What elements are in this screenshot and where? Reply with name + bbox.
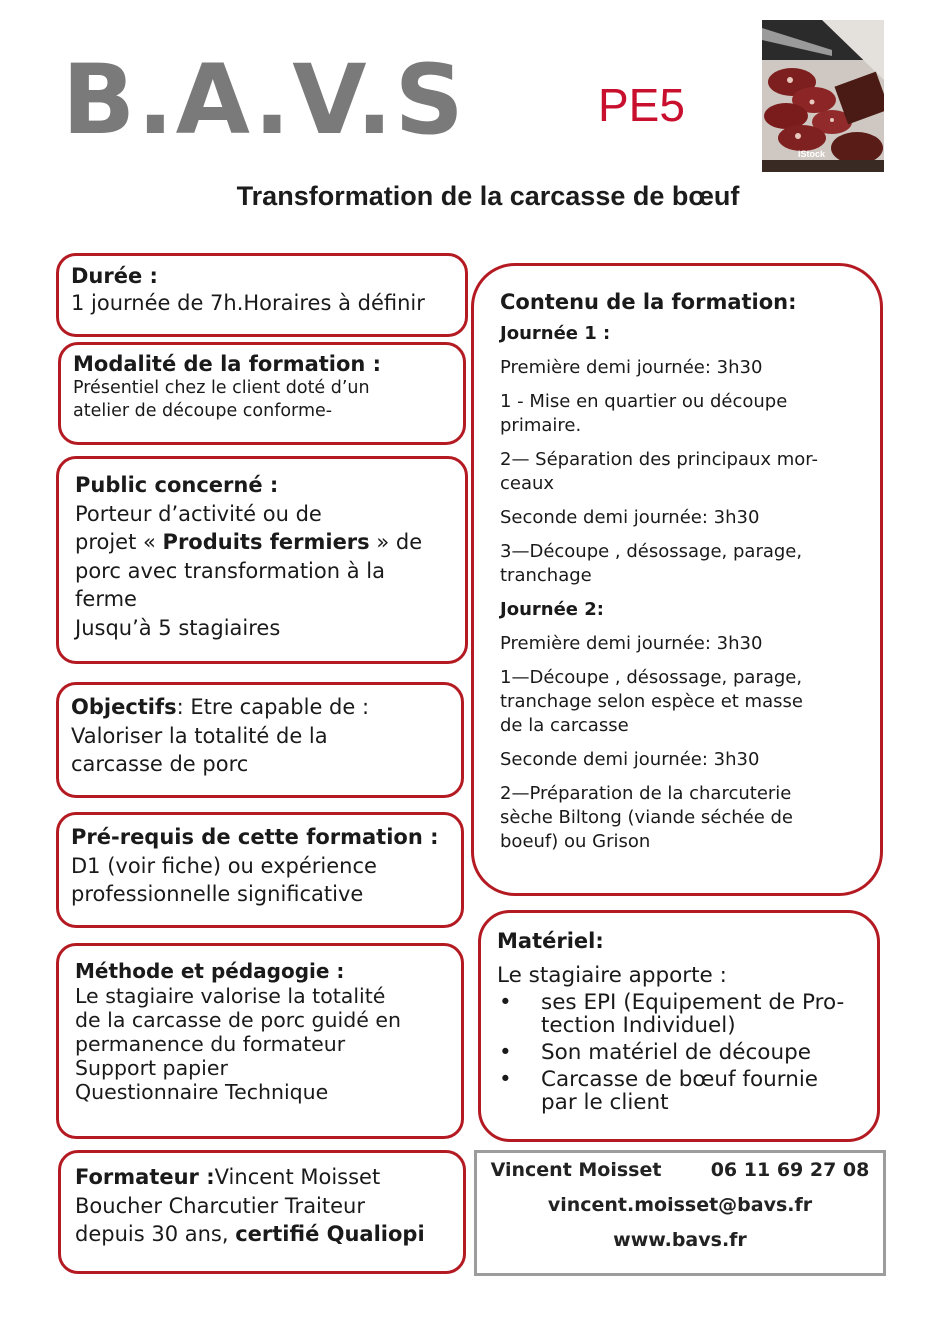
prerequis-line: D1 (voir fiche) ou expérience bbox=[71, 853, 377, 878]
day1-label: Journée 1 : bbox=[500, 323, 611, 344]
modalite-line: Présentiel chez le client doté d’un bbox=[73, 378, 370, 398]
day2-label: Journée 2: bbox=[500, 599, 604, 620]
duree-heading: Durée : bbox=[71, 264, 158, 288]
methode-heading: Méthode et pédagogie : bbox=[75, 959, 345, 983]
public-line: ferme bbox=[75, 587, 137, 611]
duree-box bbox=[56, 253, 468, 337]
methode-line: Le stagiaire valorise la totalité bbox=[75, 984, 386, 1008]
objectifs-heading-line bbox=[71, 693, 369, 722]
objectifs-line: carcasse de porc bbox=[71, 752, 249, 776]
duree-text: 1 journée de 7h.Horaires à définir bbox=[71, 291, 425, 316]
objectifs-heading-rest: : Etre capable de : bbox=[176, 695, 370, 719]
public-text: projet « bbox=[75, 530, 163, 554]
bullet-icon: • bbox=[499, 1040, 512, 1065]
materiel-item bbox=[497, 1041, 869, 1064]
contenu-line: de la carcasse bbox=[500, 715, 629, 736]
day1-half1: Première demi journée: 3h30 bbox=[500, 357, 763, 378]
course-code: PE5 bbox=[598, 79, 685, 131]
prerequis-line: professionnelle significative bbox=[71, 882, 364, 906]
bullet-icon: • bbox=[499, 1067, 512, 1092]
materiel-item-line: ses EPI (Equipement de Pro- bbox=[541, 990, 845, 1015]
methode-line: permanence du formateur bbox=[75, 1032, 346, 1056]
contenu-line: tranchage selon espèce et masse bbox=[500, 691, 803, 712]
materiel-box bbox=[478, 910, 880, 1142]
objectifs-heading: Objectifs bbox=[71, 695, 177, 719]
formateur-line bbox=[75, 1163, 425, 1192]
day2-half2: Seconde demi journée: 3h30 bbox=[500, 749, 760, 770]
contenu-line: boeuf) ou Grison bbox=[500, 831, 651, 852]
contenu-line: 1—Découpe , désossage, parage, bbox=[500, 667, 803, 688]
public-text: » de bbox=[369, 530, 423, 554]
modalite-heading: Modalité de la formation : bbox=[73, 352, 382, 376]
public-highlight: Produits fermiers bbox=[162, 530, 370, 554]
materiel-item bbox=[497, 991, 869, 1037]
formateur-box bbox=[58, 1150, 466, 1274]
contenu-line: 2— Séparation des principaux mor- bbox=[500, 449, 819, 470]
formateur-name: Vincent Moisset bbox=[214, 1165, 381, 1189]
day2-half1: Première demi journée: 3h30 bbox=[500, 633, 763, 654]
prerequis-heading: Pré-requis de cette formation : bbox=[71, 825, 439, 849]
materiel-heading: Matériel: bbox=[497, 929, 604, 953]
formateur-text: depuis 30 ans, bbox=[75, 1222, 236, 1246]
public-line: Porteur d’activité ou de bbox=[75, 501, 322, 526]
product-photo bbox=[762, 20, 884, 172]
bullet-icon: • bbox=[499, 990, 512, 1015]
contenu-line: sèche Biltong (viande séchée de bbox=[500, 807, 793, 828]
formateur-line bbox=[75, 1220, 425, 1249]
materiel-item bbox=[497, 1068, 869, 1114]
contact-box bbox=[474, 1150, 886, 1276]
objectifs-line: Valoriser la totalité de la bbox=[71, 723, 328, 748]
contenu-line: tranchage bbox=[500, 565, 592, 586]
materiel-intro: Le stagiaire apporte : bbox=[497, 963, 727, 988]
photo-watermark: iStock bbox=[798, 149, 826, 159]
contenu-line: 1 - Mise en quartier ou découpe bbox=[500, 391, 788, 412]
contenu-line: ceaux bbox=[500, 473, 555, 494]
public-line: porc avec transformation à la bbox=[75, 558, 385, 583]
contact-website[interactable]: www.bavs.fr bbox=[613, 1229, 747, 1251]
formateur-certification: certifié Qualiopi bbox=[235, 1222, 425, 1246]
contact-phone[interactable]: 06 11 69 27 08 bbox=[710, 1159, 870, 1181]
prerequis-box bbox=[56, 812, 464, 928]
public-line bbox=[75, 528, 422, 557]
contenu-line: 2—Préparation de la charcuterie bbox=[500, 783, 792, 804]
contact-email[interactable]: vincent.moisset@bavs.fr bbox=[547, 1194, 813, 1216]
methode-box bbox=[56, 943, 464, 1139]
contact-name: Vincent Moisset bbox=[490, 1159, 662, 1181]
public-line: Jusqu’à 5 stagiaires bbox=[75, 615, 281, 640]
formateur-heading: Formateur : bbox=[75, 1165, 215, 1189]
formateur-line: Boucher Charcutier Traiteur bbox=[75, 1193, 365, 1218]
public-heading: Public concerné : bbox=[75, 473, 279, 497]
methode-line: Support papier bbox=[75, 1056, 228, 1080]
objectifs-box bbox=[56, 682, 464, 798]
public-box bbox=[56, 456, 468, 664]
modalite-box bbox=[58, 342, 466, 445]
methode-line: de la carcasse de porc guidé en bbox=[75, 1008, 401, 1032]
contenu-line: 3—Découpe , désossage, parage, bbox=[500, 541, 803, 562]
contenu-box bbox=[471, 263, 883, 896]
page-title: Transformation de la carcasse de bœuf bbox=[236, 181, 740, 211]
contenu-line: primaire. bbox=[500, 415, 582, 436]
materiel-item-line: Son matériel de découpe bbox=[541, 1040, 811, 1065]
materiel-item-line: par le client bbox=[541, 1090, 669, 1115]
logo: B.A.V.S bbox=[62, 44, 466, 156]
contenu-heading: Contenu de la formation: bbox=[500, 290, 797, 314]
day1-half2: Seconde demi journée: 3h30 bbox=[500, 507, 760, 528]
modalite-line: atelier de découpe conforme- bbox=[73, 401, 333, 421]
materiel-item-line: tection Individuel) bbox=[541, 1013, 736, 1038]
materiel-item-line: Carcasse de bœuf fournie bbox=[541, 1067, 819, 1092]
methode-line: Questionnaire Technique bbox=[75, 1080, 329, 1104]
